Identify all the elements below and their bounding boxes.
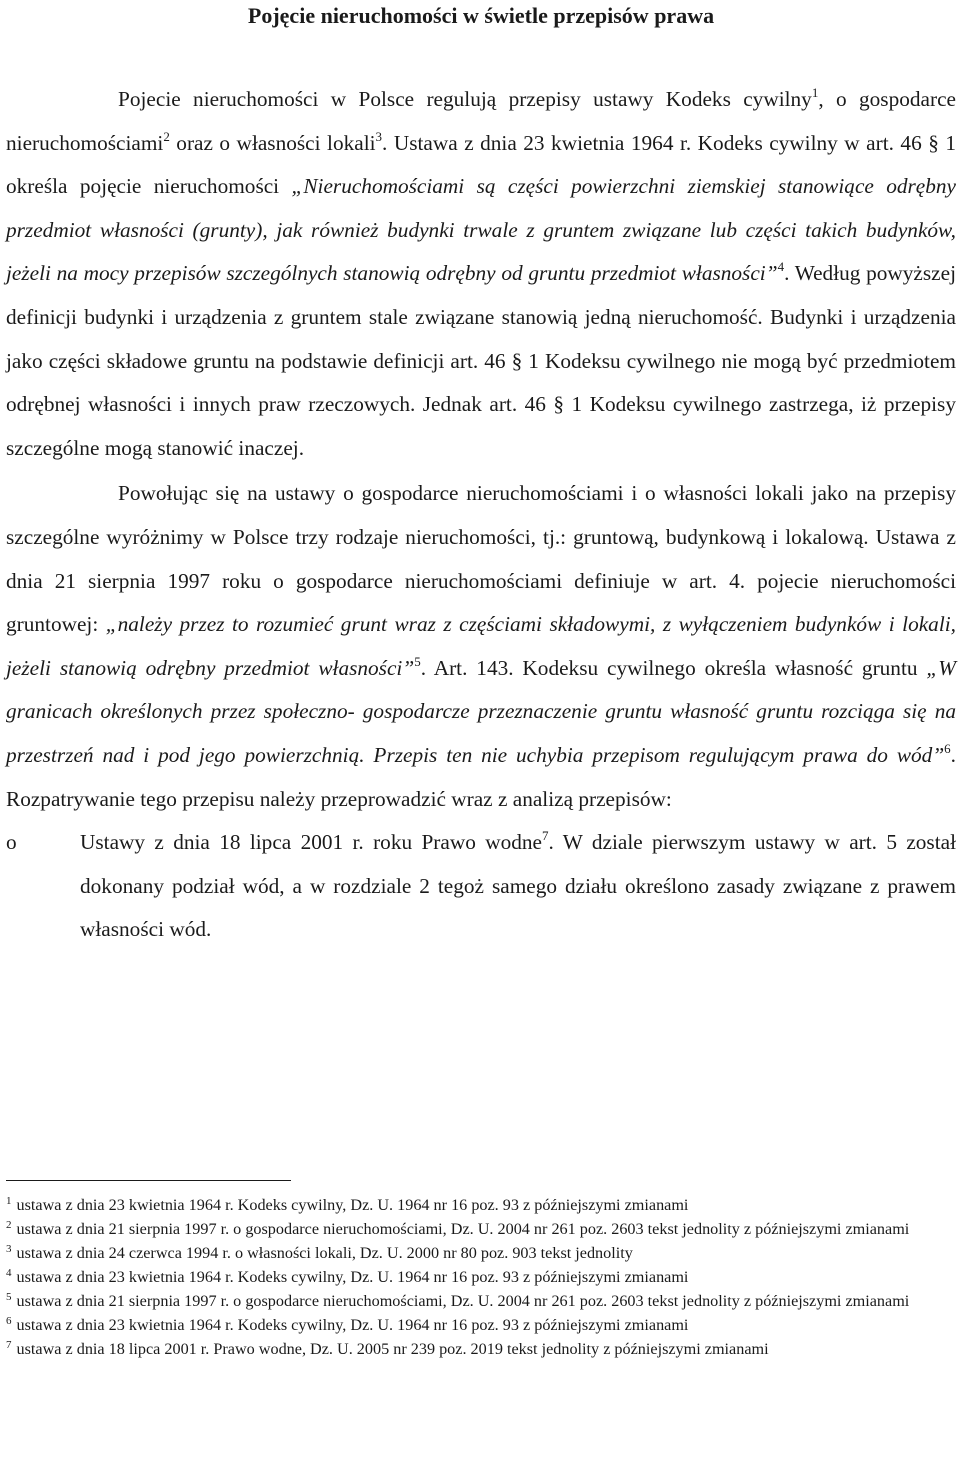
- footnote-separator: [6, 1180, 291, 1181]
- footnote-text: ustawa z dnia 18 lipca 2001 r. Prawo wodne, Dz. U. 2005 nr 239 poz. 2019 tekst jednolity z późniejszymi zmianami: [16, 1340, 769, 1358]
- document-title: Pojęcie nieruchomości w świetle przepisów prawa: [247, 3, 715, 28]
- footnotes-section: [6, 1180, 956, 1363]
- document-page: [6, 0, 957, 1358]
- text-span: 1 Kodeksu cywilnego nie mogą być przedmiotem odrębnej własności i innych praw rzeczowych. Jednak art. 46: [6, 348, 956, 417]
- text-span: . Według powyższej definicji budynki i urządzenia z gruntem stale związane stanowią jedną nieruchomość. Budynki i urządzenia jako części składowe gruntu na podstawie definicji art. 46: [6, 261, 956, 373]
- text-span: . W dziale pierwszym ustawy w art. 5 został dokonany podział wód, a w rozdziale 2 tegoż samego działu określono zasady związane z prawem własności wód.: [80, 830, 957, 942]
- text-span: . Art. 143. Kodeksu cywilnego określa własność gruntu: [420, 655, 927, 680]
- footnote-number: 7: [6, 1338, 12, 1351]
- footnote-1: [6, 1195, 956, 1216]
- footnote-ref-5[interactable]: 5: [414, 653, 421, 669]
- footnote-ref-7[interactable]: 7: [542, 828, 549, 843]
- footnote-ref-6[interactable]: 6: [944, 740, 951, 756]
- text-span: Ustawy z dnia 18 lipca 2001 r. roku Prawo wodne: [80, 830, 543, 855]
- footnote-number: 4: [6, 1266, 12, 1279]
- paragraph-2: [6, 472, 956, 821]
- footnote-ref-4[interactable]: 4: [777, 259, 785, 275]
- bullet-list: [6, 821, 956, 952]
- section-sign: §: [928, 130, 939, 155]
- text-span: 1 Kodeksu cywilnego zastrzega, iż przepisy szczególne mogą stanowić inaczej.: [6, 392, 956, 460]
- footnote-5: [6, 1291, 956, 1312]
- text-span: . Rozpatrywanie tego przepisu należy przeprowadzić wraz z analizą przepisów:: [6, 742, 956, 811]
- footnote-text: ustawa z dnia 23 kwietnia 1964 r. Kodeks cywilny, Dz. U. 1964 nr 16 poz. 93 z późniejszymi zmianami: [16, 1316, 689, 1334]
- quote-definition: „Nieruchomościami są części powierzchni ziemskiej stanowiące odrębny przedmiot własności (grunty), jak również budynki trwale z gruntem związane lub części takich budynków, jeżeli na mocy przepisów szczególnych stanowią odrębny od gruntu przedmiot własności”: [6, 174, 957, 286]
- text-span: Powołując się na ustawy o gospodarce nieruchomościami i o własności lokali jako na przepisy szczególne wyróżnimy w Polsce trzy rodzaje nieruchomości, tj.: gruntową, budynkową i lokalową. Ustawa z dnia 21 sierpnia 1997 roku o gospodarce nieruchomościami definiuje w art. 4. pojecie nieruchomości gruntowej:: [6, 481, 956, 637]
- paragraph-1: [6, 78, 956, 470]
- quote-definition: „należy przez to rozumieć grunt wraz z częściami składowymi, z wyłączeniem budynków i lokali, jeżeli stanowią odrębny przedmiot własności”: [6, 612, 956, 680]
- section-sign: §: [553, 392, 565, 417]
- document-body: [6, 78, 956, 952]
- footnote-ref-1[interactable]: 1: [811, 84, 819, 100]
- text-span: , o gospodarce nieruchomościami: [6, 87, 956, 155]
- text-span: 1 określa pojęcie nieruchomości: [6, 130, 956, 199]
- footnote-text: ustawa z dnia 21 sierpnia 1997 r. o gospodarce nieruchomościami, Dz. U. 2004 nr 261 poz. 2603 tekst jednolity z późniejszymi zmianami: [16, 1220, 910, 1238]
- footnote-text: ustawa z dnia 24 czerwca 1994 r. o własności lokali, Dz. U. 2000 nr 80 poz. 903 tekst jednolity: [16, 1244, 633, 1262]
- text-span: Pojecie nieruchomości w Polsce regulują przepisy ustawy Kodeks cywilny: [118, 87, 812, 111]
- quote-definition: „W granicach określonych przez społeczno- gospodarcze przeznaczenie gruntu własność gruntu rozciąga się na przestrzeń nad i pod jego powierzchnią. Przepis ten nie uchybia przepisom regulującym prawa do wód”: [6, 655, 956, 767]
- section-sign: §: [511, 348, 523, 373]
- footnote-text: ustawa z dnia 23 kwietnia 1964 r. Kodeks cywilny, Dz. U. 1964 nr 16 poz. 93 z późniejszymi zmianami: [16, 1268, 689, 1286]
- text-span: oraz o własności lokali: [169, 130, 376, 155]
- footnote-3: [6, 1243, 956, 1264]
- footnote-4: [6, 1267, 956, 1288]
- footnote-number: 5: [6, 1290, 12, 1303]
- footnote-number: 1: [6, 1194, 12, 1207]
- bullet-icon: o: [6, 830, 17, 855]
- footnote-number: 3: [6, 1242, 12, 1255]
- list-item: [6, 821, 956, 952]
- footnote-text: ustawa z dnia 21 sierpnia 1997 r. o gospodarce nieruchomościami, Dz. U. 2004 nr 261 poz. 2603 tekst jednolity z późniejszymi zmianami: [16, 1292, 910, 1310]
- footnote-number: 6: [6, 1314, 12, 1327]
- footnote-2: [6, 1219, 956, 1240]
- footnote-7: [6, 1339, 956, 1360]
- footnote-ref-3[interactable]: 3: [375, 128, 383, 144]
- footnote-text: ustawa z dnia 23 kwietnia 1964 r. Kodeks cywilny, Dz. U. 1964 nr 16 poz. 93 z późniejszymi zmianami: [16, 1196, 689, 1214]
- footnote-ref-2[interactable]: 2: [163, 128, 170, 144]
- footnote-number: 2: [6, 1218, 12, 1231]
- text-span: . Ustawa z dnia 23 kwietnia 1964 r. Kodeks cywilny w art. 46: [382, 130, 929, 155]
- footnote-6: [6, 1315, 956, 1336]
